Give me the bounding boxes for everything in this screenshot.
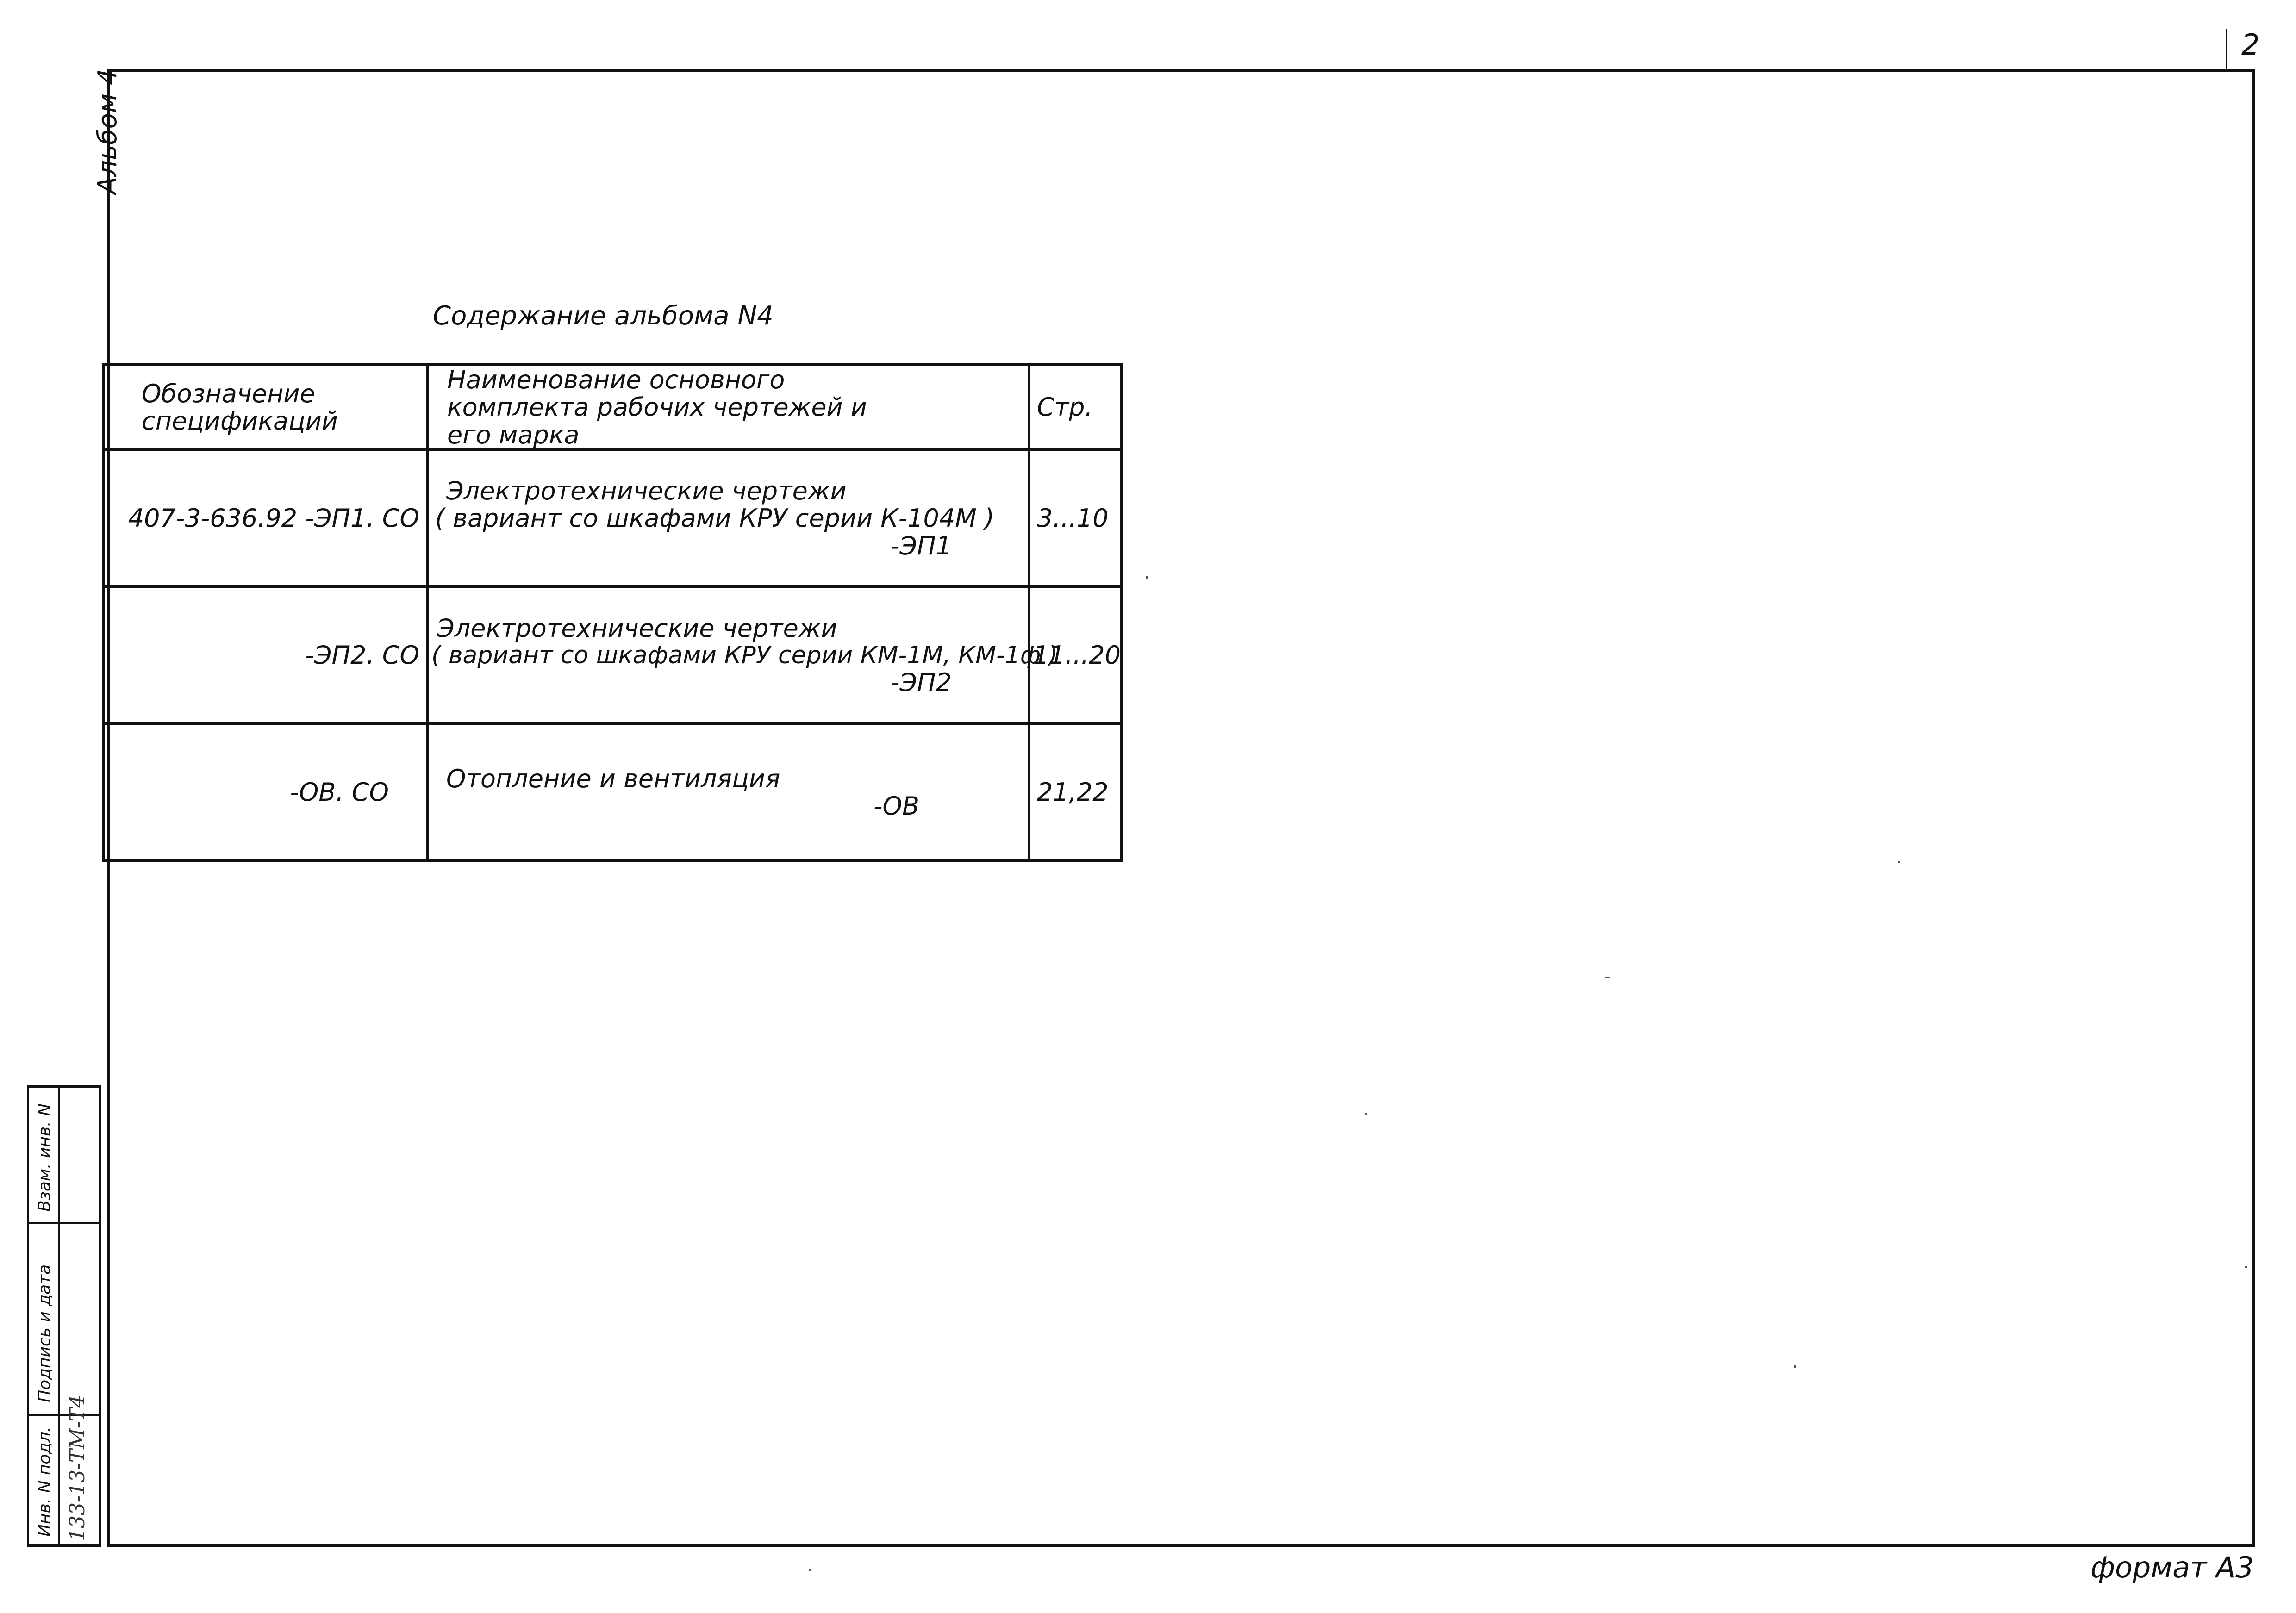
- row-name-line1: Электротехнические чертежи: [446, 476, 847, 506]
- contents-title: Содержание альбома N4: [433, 301, 774, 331]
- row-pages: 11...20: [1029, 587, 1122, 724]
- scan-speck: [1898, 861, 1900, 863]
- row-name-line2: ( вариант со шкафами КРУ серии КМ-1М, КМ-1ф ): [431, 641, 1058, 669]
- sign-date-label: Подпись и дата: [35, 1264, 54, 1402]
- scan-speck: [2245, 1266, 2247, 1268]
- header-designation: Обозначение спецификаций: [103, 365, 427, 450]
- row-mark: -ЭП2: [890, 667, 952, 697]
- row-pages: 3...10: [1029, 450, 1122, 587]
- row-name-line1: Электротехнические чертежи: [437, 614, 837, 643]
- header-pages: Стр.: [1029, 365, 1122, 450]
- contents-table: [102, 363, 1123, 862]
- inv-original-label: Инв. N подл.: [35, 1426, 54, 1537]
- sheet-number-divider: [2226, 29, 2227, 71]
- scan-speck: [1146, 576, 1148, 579]
- table-row: [103, 450, 1122, 587]
- row-name-line1: Отопление и вентиляция: [446, 764, 780, 793]
- table-row: [103, 724, 1122, 861]
- row-designation: -ОВ. СО: [103, 724, 427, 861]
- table-row: [103, 587, 1122, 724]
- handwritten-inv-number: 133-13-ТМ-Т4: [66, 1395, 89, 1541]
- vzam-inv-label: Взам. инв. N: [35, 1103, 54, 1212]
- scan-speck: [1605, 977, 1610, 978]
- row-name-line2: ( вариант со шкафами КРУ серии К-104М ): [435, 504, 995, 533]
- album-label: Альбом 4: [93, 69, 123, 194]
- strip-vertical-divider: [58, 1088, 60, 1544]
- row-mark: -ОВ: [873, 791, 919, 821]
- scan-speck: [1365, 1113, 1367, 1115]
- row-mark: -ЭП1: [890, 531, 952, 561]
- row-pages: 21,22: [1029, 724, 1122, 861]
- row-designation: -ЭП2. СО: [103, 587, 427, 724]
- row-designation: 407-3-636.92 -ЭП1. СО: [103, 450, 427, 587]
- strip-divider: [29, 1222, 99, 1224]
- scan-speck: [1794, 1365, 1796, 1368]
- sheet-number: 2: [2241, 28, 2260, 62]
- row-name: [427, 724, 1029, 861]
- format-label: формат А3: [2090, 1551, 2254, 1584]
- row-name: [427, 450, 1029, 587]
- header-name: Наименование основного комплекта рабочих чертежей и его марка: [427, 365, 1029, 450]
- table-header-row: [103, 365, 1122, 450]
- row-name: [427, 587, 1058, 724]
- scan-speck: [809, 1569, 811, 1571]
